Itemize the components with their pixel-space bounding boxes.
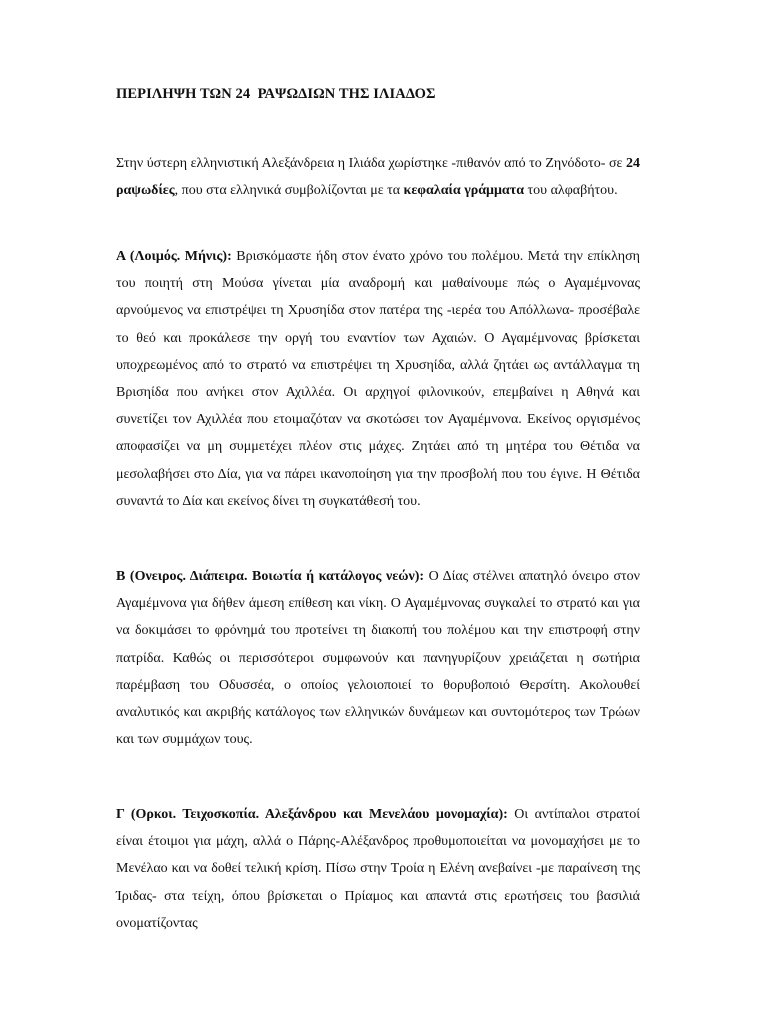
intro-text-2: , που στα ελληνικά συμβολίζονται με τα xyxy=(174,183,404,199)
intro-bold-capital-letters: κεφαλαία γράμματα xyxy=(403,183,525,199)
intro-text-1: Στην ύστερη ελληνιστική Αλεξάνδρεια η Ιλιάδα χωρίστηκε -πιθανόν από το Ζηνόδοτο- σε xyxy=(116,156,626,171)
rhapsody-g-heading: Γ (Ορκοι. Τειχοσκοπία. Αλεξάνδρου και Μενελάου μονομαχία): xyxy=(116,807,508,822)
intro-paragraph xyxy=(116,150,640,204)
rhapsody-a-paragraph xyxy=(116,243,640,515)
rhapsody-a-heading: Α (Λοιμός. Μήνις): xyxy=(116,249,232,264)
intro-text-3: του αλφαβήτου. xyxy=(524,183,618,199)
document-title: ΠΕΡΙΛΗΨΗ ΤΩΝ 24 ΡΑΨΩΔΙΩΝ ΤΗΣ ΙΛΙΑΔΟΣ xyxy=(116,86,436,102)
rhapsody-g-body: Οι αντίπαλοι στρατοί είναι έτοιμοι για μάχη, αλλά ο Πάρης-Αλέξανδρος προθυμοποιείται να μονομαχήσει με το Μενέλαο και να δοθεί τελική κρίση. Πίσω στην Τροία η Ελένη ανεβαίνει -με παραίνεση της Ίριδας- στα τείχη, όπου βρίσκεται ο Πρίαμος και απαντά στις ερωτήσεις του βασιλιά ονοματίζοντας xyxy=(116,807,640,931)
rhapsody-b-paragraph xyxy=(116,563,640,753)
rhapsody-b-heading: Β (Ονειρος. Διάπειρα. Βοιωτία ή κατάλογος νεών): xyxy=(116,569,425,584)
rhapsody-b-body: Ο Δίας στέλνει απατηλό όνειρο στον Αγαμέμνονα για δήθεν άμεση επίθεση και νίκη. Ο Αγαμέμνονας συγκαλεί το στρατό και για να δοκιμάσει το φρόνημά του προτείνει τη διακοπή του πολέμου και την επιστροφή στην πατρίδα. Καθώς οι περισσότεροι συμφωνούν και πανηγυρίζουν χρειάζεται η σωτήρια παρέμβαση του Οδυσσέα, ο οποίος γελοιοποιεί το θορυβοποιό Θερσίτη. Ακολουθεί αναλυτικός και ακριβής κατάλογος των ελληνικών δυνάμεων και συντομότερος των Τρώων και των συμμάχων τους. xyxy=(116,569,640,748)
intro-bold-rhapsodies: 24 ραψωδίες xyxy=(116,156,640,199)
rhapsody-a-body: Βρισκόμαστε ήδη στον ένατο χρόνο του πολέμου. Μετά την επίκληση του ποιητή στη Μούσα γίνεται μία αναδρομή και μαθαίνουμε πώς ο Αγαμέμνονας αρνούμενος να επιστρέψει τη Χρυσηίδα στον πατέρα της -ιερέα του Απόλλωνα- προσέβαλε το θεό και προκάλεσε την οργή του εναντίον των Αχαιών. Ο Αγαμέμνονας βρίσκεται υποχρεωμένος από το στρατό να επιστρέψει τη Χρυσηίδα, αλλά ζητάει ως αντάλλαγμα τη Βρισηίδα που ανήκει στον Αχιλλέα. Οι αρχηγοί φιλονικούν, επεμβαίνει η Αθηνά και συνετίζει τον Αχιλλέα που ετοιμαζόταν να σκοτώσει τον Αγαμέμνονα. Εκείνος οργισμένος αποφασίζει να μη συμμετέχει πλέον στις μάχες. Ζητάει από τη μητέρα του Θέτιδα να μεσολαβήσει στο Δία, για να πάρει ικανοποίηση για την προσβολή που του έγινε. Η Θέτιδα συναντά το Δία και εκείνος δίνει τη συγκατάθεσή του. xyxy=(116,249,640,509)
rhapsody-g-paragraph xyxy=(116,801,640,937)
